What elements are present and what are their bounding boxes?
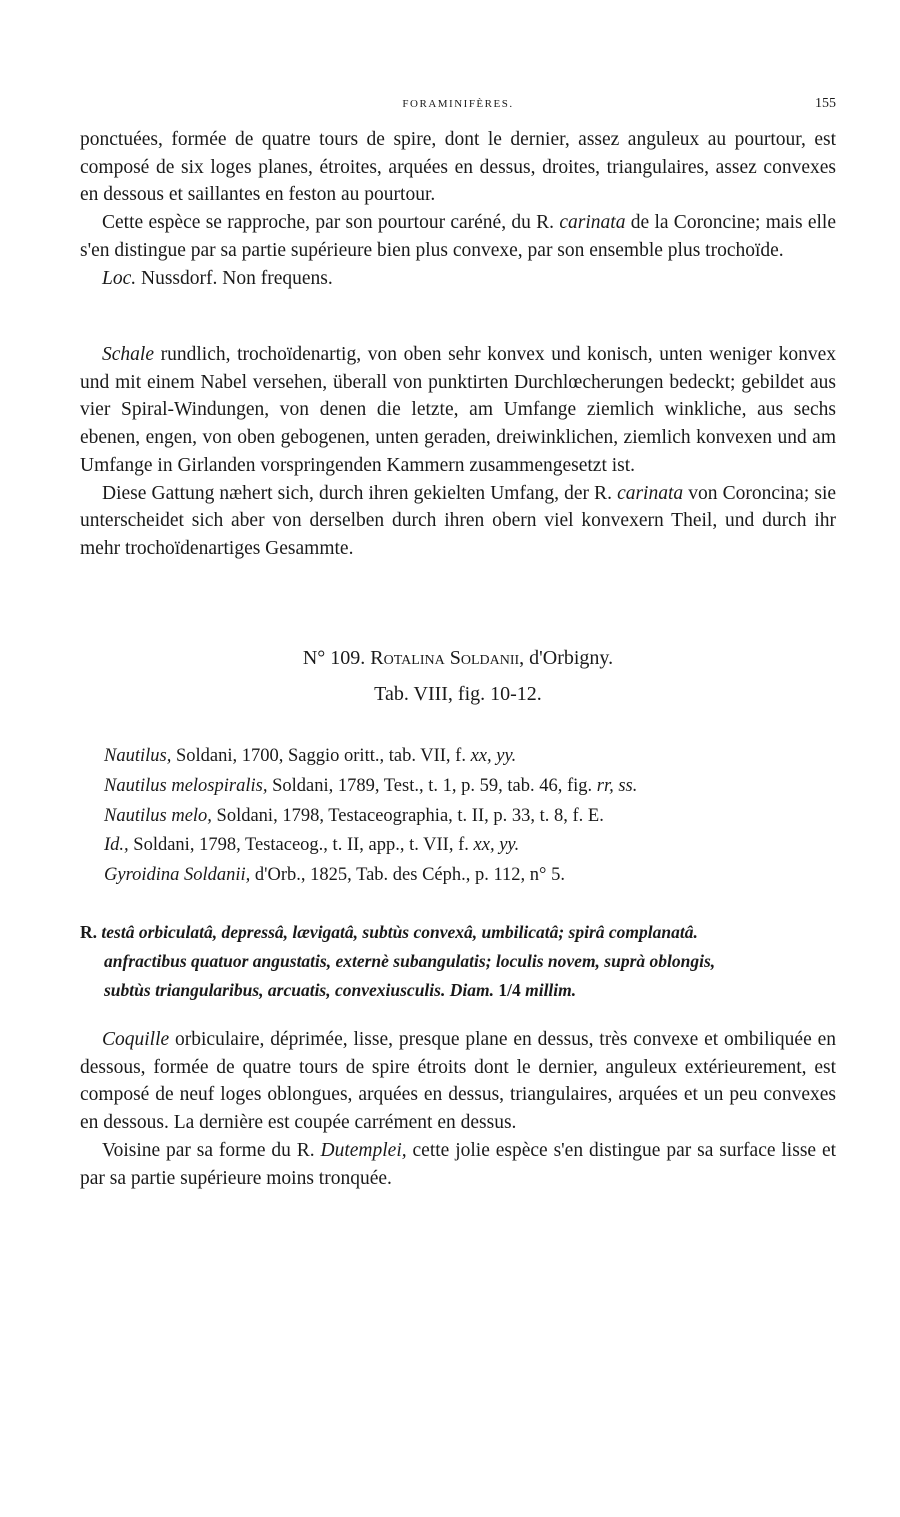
french-description-continued — [80, 126, 836, 292]
synonym-reference: Soldani, 1700, Saggio oritt., tab. VII, f. — [175, 746, 466, 766]
species-author: d'Orbigny. — [529, 647, 614, 669]
plate-reference: Tab. VIII, fig. 10-12. — [374, 683, 542, 705]
diagnosis-line — [80, 976, 836, 1005]
synonym-taxon: Nautilus, — [104, 746, 172, 766]
taxon-name: carinata — [617, 482, 684, 504]
lead-word: Coquille — [102, 1029, 170, 1050]
paragraph-text: rundlich, trochoïdenartig, von oben sehr konvex und konisch, unten weniger konvex und mit einem Nabel versehen, überall von punktirten Durchlœcherungen bedeckt; gebildet aus vier Spiral-Windungen, von denen die letzte, am Umfange ziemlich winkliche, aus sechs ebenen, engen, von oben gebogenen, unten geraden, dreiwinklichen, ziemlich konvexen und am Umfange in Girlanden vorspringenden Kammern zusammengesetzt ist. — [80, 344, 836, 476]
paragraph-text: cette jolie espèce s'en distingue par sa surface lisse et par sa partie supérieure moins tronquée. — [80, 1139, 837, 1189]
synonymy-entry — [104, 861, 824, 891]
page-number: 155 — [815, 96, 836, 111]
synonym-reference: Soldani, 1798, Testaceographia, t. II, p. 33, t. 8, f. E. — [216, 805, 604, 826]
synonym-figure: rr, ss. — [596, 775, 638, 796]
paragraph-text: Voisine par sa forme du R. — [102, 1139, 315, 1161]
locality-label: Loc. — [102, 267, 137, 289]
synonym-figure: xx, yy. — [473, 835, 520, 856]
german-description — [80, 341, 836, 563]
synonym-figure: xx, yy. — [470, 746, 517, 766]
diagnosis-text: subtùs triangularibus, arcuatis, convexiusculis. Diam. — [104, 980, 494, 1000]
diagnosis-line — [80, 918, 836, 947]
paragraph — [80, 209, 836, 264]
species-number: N° 109. — [302, 647, 366, 669]
lead-word: Schale — [102, 344, 154, 365]
diagnosis-diameter: 1/4 — [498, 980, 521, 1000]
locality-text: Nussdorf. Non frequens. — [141, 267, 333, 289]
taxon-name: Dutemplei, — [320, 1139, 407, 1161]
french-description — [80, 1026, 836, 1192]
synonym-reference: Soldani, 1789, Test., t. 1, p. 59, tab. 46, fig. — [272, 775, 593, 796]
paragraph — [80, 126, 836, 209]
paragraph — [80, 341, 836, 480]
paragraph-text: von Coroncina; sie unterscheidet sich aber von derselben durch ihren obern viel konvexern Theil, und durch ihr mehr trochoïdenartiges Gesammte. — [80, 482, 837, 559]
paragraph — [80, 480, 836, 563]
synonymy-list — [104, 742, 824, 891]
diagnosis-genus-initial: R. — [80, 922, 98, 942]
synonym-reference: Soldani, 1798, Testaceog., t. II, app., t. VII, f. — [133, 835, 469, 856]
species-name: Rotalina Soldanii, — [370, 647, 525, 669]
species-heading — [80, 647, 836, 670]
paragraph-text: Diese Gattung næhert sich, durch ihren gekielten Umfang, der R. — [102, 482, 612, 504]
diagnosis-line: anfractibus quatuor angustatis, externè subangulatis; loculis novem, suprà oblongis, — [104, 951, 716, 971]
synonymy-entry — [104, 831, 824, 861]
synonym-taxon: Nautilus melo, — [104, 805, 212, 826]
diagnosis-text: testâ orbiculatâ, depressâ, lævigatâ, subtùs convexâ, umbilicatâ; spirâ complanatâ. — [101, 922, 698, 942]
paragraph — [80, 1026, 836, 1137]
synonym-taxon: Gyroidina Soldanii, — [104, 865, 251, 886]
synonymy-entry — [104, 772, 824, 802]
running-head: FORAMINIFÈRES. — [402, 98, 514, 110]
synonymy-entry — [104, 742, 824, 772]
synonym-taxon: Nautilus melospiralis, — [104, 775, 268, 796]
diagnosis-unit: millim. — [525, 980, 577, 1000]
synonym-reference: d'Orb., 1825, Tab. des Céph., p. 112, n° 5. — [254, 865, 565, 886]
paragraph-text: de la Coroncine; mais elle s'en distingue par sa partie supérieure bien plus convexe, par son ensemble plus trochoïde. — [80, 212, 837, 261]
paragraph-text: Cette espèce se rapproche, par son pourtour caréné, du R. — [102, 212, 555, 234]
paragraph — [80, 1137, 836, 1192]
paragraph-text: ponctuées, formée de quatre tours de spire, dont le dernier, assez anguleux au pourtour, est composé de six loges planes, étroites, arquées en dessus, droites, triangulaires, assez convexes en dessous et saillantes en feston au pourtour. — [80, 129, 836, 206]
paragraph-text: orbiculaire, déprimée, lisse, presque plane en dessus, très convexe et ombiliquée en dessous, formée de quatre tours de spire étroits dont le dernier, anguleux extérieurement, est composé de neuf loges oblongues, arquées en dessus, triangulaires, arquées et un peu convexes en dessous. La dernière est coupée carrément en dessus. — [80, 1029, 836, 1134]
synonym-taxon: Id., — [104, 835, 129, 856]
locality-line — [80, 265, 836, 293]
page-header — [80, 96, 836, 116]
synonymy-entry — [104, 802, 824, 832]
taxon-name: carinata — [559, 212, 626, 234]
latin-diagnosis — [80, 918, 836, 1005]
